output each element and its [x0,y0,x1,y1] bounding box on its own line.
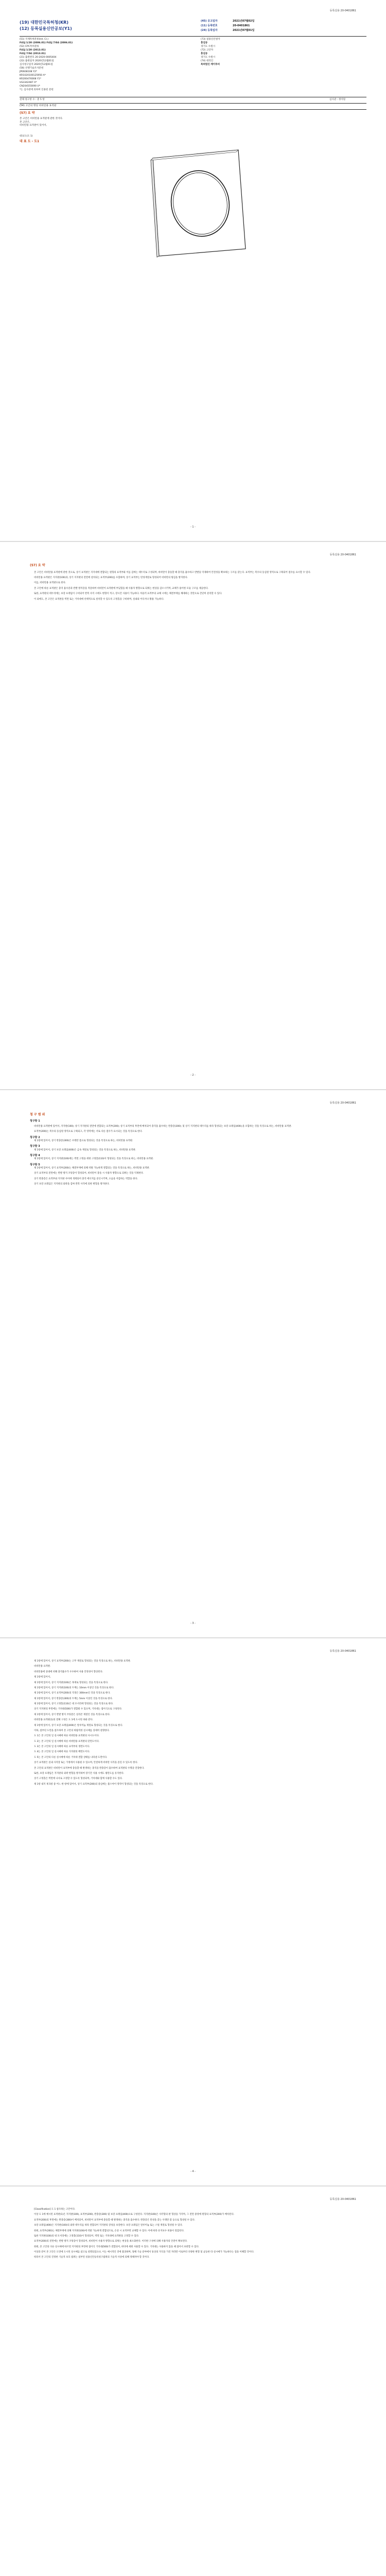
bib-line: (73) 실용신안권자 [201,38,220,41]
page-2 [0,548,386,1089]
paragraph: 도 2는 본 고안의 일 실시예에 따른 비비탄용 표적판의 단면도이다. [34,1740,100,1743]
paragraph: 제 1항에 있어서, 상기 완충층(300)은 우레탄 폼으로 형성되는 것을 특징으로 하는, 비비탄용 표적판. [34,1139,133,1142]
paragraph: 이를, 비비탄용 표적판으로 한다. [34,582,66,585]
page-number: - 1 - [190,526,196,529]
paragraph: 제 1항에 있어서, 상기 지지판(100)의 두께는 10mm 이상인 것을 특징으로 한다. [34,1686,114,1689]
divider [20,36,366,37]
examiner: 심사관 : 정이원 [329,98,346,101]
claim-heading: 청구항 5 [30,1163,40,1166]
claim-heading: 청구항 4 [30,1154,40,1157]
paragraph: 상기 보강 프레임은 지지판의 외곽을 감싸 반복 사격에 의한 변형을 방지한다. [34,1182,110,1185]
utility-title: (54) 고안의 명칭 비비탄용 표적판 [20,105,57,107]
paragraph: 표적부(200)는 복수의 동심원 영역으로 구획되고, 각 영역에는 서로 다른 점수가 표시되는 것을 특징으로 한다. [34,1130,143,1133]
paragraph: 도 5는 본 고안의 다른 실시예에 따른 거치대 결합 상태를 나타낸 도면이다. [34,1756,108,1759]
paragraph: 제 1항에 있어서, 상기 완충층(300)의 두께는 5mm 이상인 것을 특징으로 한다. [34,1697,113,1700]
paragraph: 이상과 같이 본 고안은 도면에 도시된 실시예를 참고로 설명되었으나, 이는 예시적인 것에 불과하며, 당해 기술 분야에서 통상의 지식을 가진 자라면 이로부터 다양한 변형 및 균등한 타 실시예가 가능하다는 점을 이해할 것이다. [34,2251,254,2253]
bibliographic-left [20,38,195,92]
paragraph: 도 1은 본 고안의 일 실시예에 따른 비비탄용 표적판의 사시도이다. [34,1735,100,1738]
claims-heading: 청 구 범 위 [30,1113,45,1116]
abstract-line: 본 고안은, [20,121,30,124]
rep-figure-label: 대 표 도 - 도1 [20,140,40,143]
paragraph: 비비탄용 표적판(1)의 전체 구성은 도 1에 도시된 바와 같다. [34,1719,93,1722]
bib-line: (74) 대리인 [201,60,214,62]
page-separator [0,541,386,542]
abstract-text [20,117,359,128]
header-pub-number: 등록실용 20-0401861 [329,553,356,556]
divider [20,109,366,110]
paragraph: 상기 표적판은 실내 사격장 또는 가정에서 사용될 수 있으며, 안전하게 비비탄 사격을 즐길 수 있도록 한다. [34,1761,138,1765]
page4-body [30,1660,356,1788]
representative-figure [147,147,250,258]
page-number: - 2 - [190,1074,196,1077]
bib-line: JP0608108 Y2* [20,71,38,73]
bib-line: (72) 고안자 [201,49,214,52]
paragraph: 비비탄용 표적판은 지지판(100)과, 상기 지지판의 전면에 설치되는 표적부(200)를 포함하며, 상기 표적부는 탄성재질로 형성되어 비비탄의 튕김을 방지한다. [34,577,188,580]
header-pub-number: 등록실용 20-0401861 [329,1101,356,1105]
bib-line: (22) 출원일자 2020년12월01일 [20,60,54,62]
paragraph: 또한, 표적판의 테두리에는 보강 프레임이 구비되어 반복 사격 시에도 변형이 적고, 장시간 사용이 가능하다. 아울러 표적부의 교체 시에는 체결부재를 해제하는 것만으로 간단히 분리할 수 있다. [34,592,222,596]
paragraph: 본 고안은 비비탄용 표적판에 관한 것으로, 상기 표적판은 지지대에 결합되는 원형의 표적부와 이를 감싸는 테두리로 구성되며, 비비탄이 충돌할 때 충격을 흡수하고 반발을 억제하여 안전성을 확보하는 구조를 갖는다. 표적부는 복수의 동심원 영역으로 구획되어 점수를 표시할 수 있다. [34,571,311,574]
bib-line: 홍길동 [201,42,208,44]
bib-line: CN204555690 U* [20,85,41,88]
paragraph: 따라서 본 고안의 진정한 기술적 보호 범위는 첨부된 실용신안등록청구범위의 기술적 사상에 의해 정해져야 할 것이다. [34,2256,150,2259]
paragraph: 이하, 첨부된 도면을 참조하여 본 고안의 바람직한 실시예를 상세히 설명한다. [34,1729,110,1732]
paragraph: 비비탄용 표적판에 있어서, 지지판(100); 상기 지지판의 전면에 결합되는 표적부(200); 상기 표적부의 후면에 배치되어 충격을 흡수하는 완충층(300); 및 상기 지지판의 테두리를 따라 형성되는 보강 프레임(400);을 포함하는 것을 특징으로 하는, 비비탄용 표적판. [34,1125,292,1128]
page-number: - 4 - [190,2170,196,2173]
bib-line: KR200476008 Y1* [20,78,41,80]
claim-heading: 청구항 2 [30,1136,40,1139]
bib-line: (56) 선행기술조사문헌 [20,67,44,70]
paragraph: 표적부(200)의 후면에는 완충층(300)이 배치되어, 비비탄이 표적부에 충돌할 때 발생하는 충격을 흡수한다. 완충층은 탄성을 갖는 우레탄 폼 등으로 형성될 수 있다. [34,2218,196,2222]
paragraph: 제 1항에 있어서, 상기 표적부(200)는 고무 재질로 형성되는 것을 특징으로 하는, 비비탄용 표적판. [34,1660,131,1663]
claim-1-heading: 청구항 1 [30,1119,40,1123]
paragraph: 한편, 본 고안의 다른 실시예에 따르면 지지판의 후면에 접이식 거치대(500)가 결합되어, 바닥에 세워 사용할 수 있다. 거치대는 사용하지 않을 때 접어서 보관할 수 있다. [34,2245,199,2248]
page5-body [30,2208,356,2262]
bib-line: KR1020100125950 A* [20,74,46,77]
paragraph: 표적부(200)의 전면에는 반발 방지 코팅층이 형성되어, 비비탄이 사용자 방향으로 되튀는 현상을 최소화한다. 이러한 구성에 의해 사용자의 안전이 확보된다. [34,2240,188,2243]
bib-line: 특허법인 케이투비 [201,63,220,66]
paragraph: [Classification] 도 1 참조하는 고안이다. [34,2208,76,2211]
paragraph: 제 1항에 있어서, 상기 지지판(100)에는 벽면 고정을 위한 고정홀(110)이 형성되는 것을 특징으로 하는, 비비탄용 표적판. [34,1158,154,1161]
abstract-line: 본 고안은 비비탄용 표적판에 관한 것이다. [20,117,63,120]
section-heading: (57) 요 약 [30,564,45,567]
meta-row: (45) 공고일자 2021년07월02일 [201,20,255,23]
rep-figure-caption: 대표도(도 1) [20,135,33,138]
paragraph: 상기 표적부의 전면에는 반발 방지 코팅층이 형성되어, 비비탄이 충돌 시 사용자 방향으로 되튀는 것을 억제한다. [34,1172,144,1175]
paragraph: 제 1항 내지 제 5항 중 어느 한 항에 있어서, 상기 표적부(200)의 중심에는 불스아이 영역이 형성되는 것을 특징으로 한다. [34,1783,153,1786]
office-line: (19) 대한민국특허청(KR) [20,20,68,25]
bib-line: (21) 출원번호 20-2020-0005404 [20,56,57,59]
page-1 [0,0,386,541]
page-4 [0,1645,386,2185]
paragraph: 제 1항에 있어서, [34,1676,51,1679]
bibliographic-right [201,38,365,67]
meta-block [201,20,254,33]
paragraph: 본 고안의 표적판은 비비탄이 표적부에 충돌할 때 발생하는 충격을 완충층이 흡수하여 표적판의 수명을 연장한다. [34,1767,145,1770]
paragraph: 제 1항에 있어서, 상기 보강 프레임(400)은 금속 재질로 형성되는 것을 특징으로 하는, 비비탄용 표적판. [34,1148,136,1151]
meta-row: (24) 등록일자 2021년07월01일 [201,29,255,32]
paragraph: 보강 프레임(400)은 지지판(100)의 외곽 테두리를 따라 결합되어 지지판의 강성을 보강한다. 보강 프레임은 알루미늄 또는 스틸 재질로 형성될 수 있다. [34,2224,183,2227]
page-3 [0,1096,386,1637]
paragraph: 또한, 보강 프레임은 지지판의 외곽 변형을 방지하여 장기간 사용 시에도 평탄도를 유지한다. [34,1772,125,1775]
paragraph: 제 1항에 있어서, 상기 고정홀(110)은 네 모서리에 형성되는 것을 특징으로 한다. [34,1703,114,1705]
abstract-heading: (57) 요 약 [20,111,35,115]
paragraph: 제 1항에 있어서, 상기 반발 방지 코팅층은 실리콘 재질인 것을 특징으로 한다. [34,1713,111,1716]
paragraph: 도 3은 본 고안의 일 실시예에 따른 표적부의 정면도이다. [34,1745,90,1748]
paragraph: 상기 완충층은 표적부와 지지판 사이에 개재되어 충격 에너지를 분산시키며, 소음을 저감하는 역할을 한다. [34,1177,138,1180]
paragraph: 상기 지지판의 후면에는 거치대(500)가 결합될 수 있으며, 거치대는 접이식으로 구성된다. [34,1708,122,1711]
page-5 [0,2193,386,2576]
bib-line: 심사청구일자 2020년12월01일 [20,63,53,66]
bib-line: F41J 1/20 (2006.01) F41J 7/04 (2006.01) [20,42,73,44]
claim-heading: 청구항 3 [30,1145,40,1148]
paragraph: 이상 도 1에 예시된 표적판(1)은 지지판(100), 표적부(200), 완충층(300) 및 보강 프레임(400)으로 구성된다. 지지판(100)은 사각형의 판 형상을 가지며, 그 전면 중앙에 원형의 표적부(200)가 배치된다. [34,2213,234,2216]
paragraph: 본 고안에 따른 표적판은 충격 흡수층과 반발 방지층을 적층하여 비비탄이 표적판에 부딪혔을 때 사용자 방향으로 되튀는 현상을 감소시키며, 교체가 용이한 모듈 구조를 제공한다. [34,587,208,590]
bib-line: F41J 7/04 (2013.01) [20,53,46,55]
paragraph: 제 1항에 있어서, 상기 지지판(100)은 목재로 형성되는 것을 특징으로 한다. [34,1681,109,1684]
bib-line: (52) CPC특허분류 [20,45,39,48]
paragraph: 상기 고정홀은 벽면에 나사로 고정할 수 있도록 형성되며, 거치대와 함께 사용할 수도 있다. [34,1777,123,1781]
claims-count: 전체 청구항 수 : 총 5 항 [20,98,45,101]
bib-line: 경기도 수원시 [201,56,216,59]
paragraph: 비비탄용에 상대에 비해 충격흡수가 우수하여 사용 안정성이 향상된다. [34,1670,103,1673]
page2-body [30,564,356,603]
bib-line: (51) 국제특허분류(Int. Cl.) [20,38,49,41]
header-pub-number: 등록실용 20-0401861 [329,9,356,12]
paragraph: 이 외에도, 본 고안은 표적판을 벽면 또는 거치대에 선택적으로 설치할 수 있도록 고정홀을 구비하며, 실내외 어디서나 활용 가능하다. [34,598,164,601]
header-pub-number: 등록실용 20-0401861 [329,1650,356,1653]
bib-line: *는 심사관에 의하여 인용된 문헌 [20,89,54,91]
bib-line: 홍길동 [201,53,208,55]
paragraph: 한편, 표적부(200)는 체결부재에 의해 지지판(100)에 착탈 가능하게 결합되므로, 손상 시 표적부만 교체할 수 있다. 이에 따라 유지보수 비용이 절감된다. [34,2229,184,2232]
paragraph: 제 1항에 있어서, 상기 표적부(200)의 직경은 300mm인 것을 특징으로 한다. [34,1692,111,1695]
bib-line: F41J 1/20 (2013.01) [20,49,46,52]
paragraph: 또한 지지판(100)의 네 모서리에는 고정홀(110)이 형성되어, 벽면 또는 거치대에 표적판을 고정할 수 있다. [34,2234,139,2238]
meta-row: (11) 등록번호 20-0401861 [201,24,250,27]
paragraph: 제 1항에 있어서, 상기 표적부(200)는 체결부재에 의해 착탈 가능하게 결합되는 것을 특징으로 하는, 비비탄용 표적판. [34,1166,150,1170]
page-separator [0,2185,386,2187]
type-line: (12) 등록실용신안공보(Y1) [20,26,72,31]
page-separator [0,1637,386,1638]
bib-line: 경기도 수원시 [201,45,216,48]
paragraph: 비비탄용 표적판. [34,1665,51,1668]
target-board-drawing [147,147,250,258]
paragraph: 제 1항에 있어서, 상기 보강 프레임(400)은 알루미늄 재질로 형성되는 것을 특징으로 한다. [34,1724,123,1727]
divider [20,103,366,104]
page-number: - 3 - [190,1622,196,1625]
bib-line: US3342487 A* [20,81,37,84]
page-separator [0,1089,386,1090]
paragraph: 도 4는 본 고안의 일 실시예에 따른 지지판의 배면도이다. [34,1751,90,1754]
abstract-line: 비비탄용 표적판이 있어서, [20,124,47,127]
page3-body [30,1113,356,1188]
header-pub-number: 등록실용 20-0401861 [329,2198,356,2201]
